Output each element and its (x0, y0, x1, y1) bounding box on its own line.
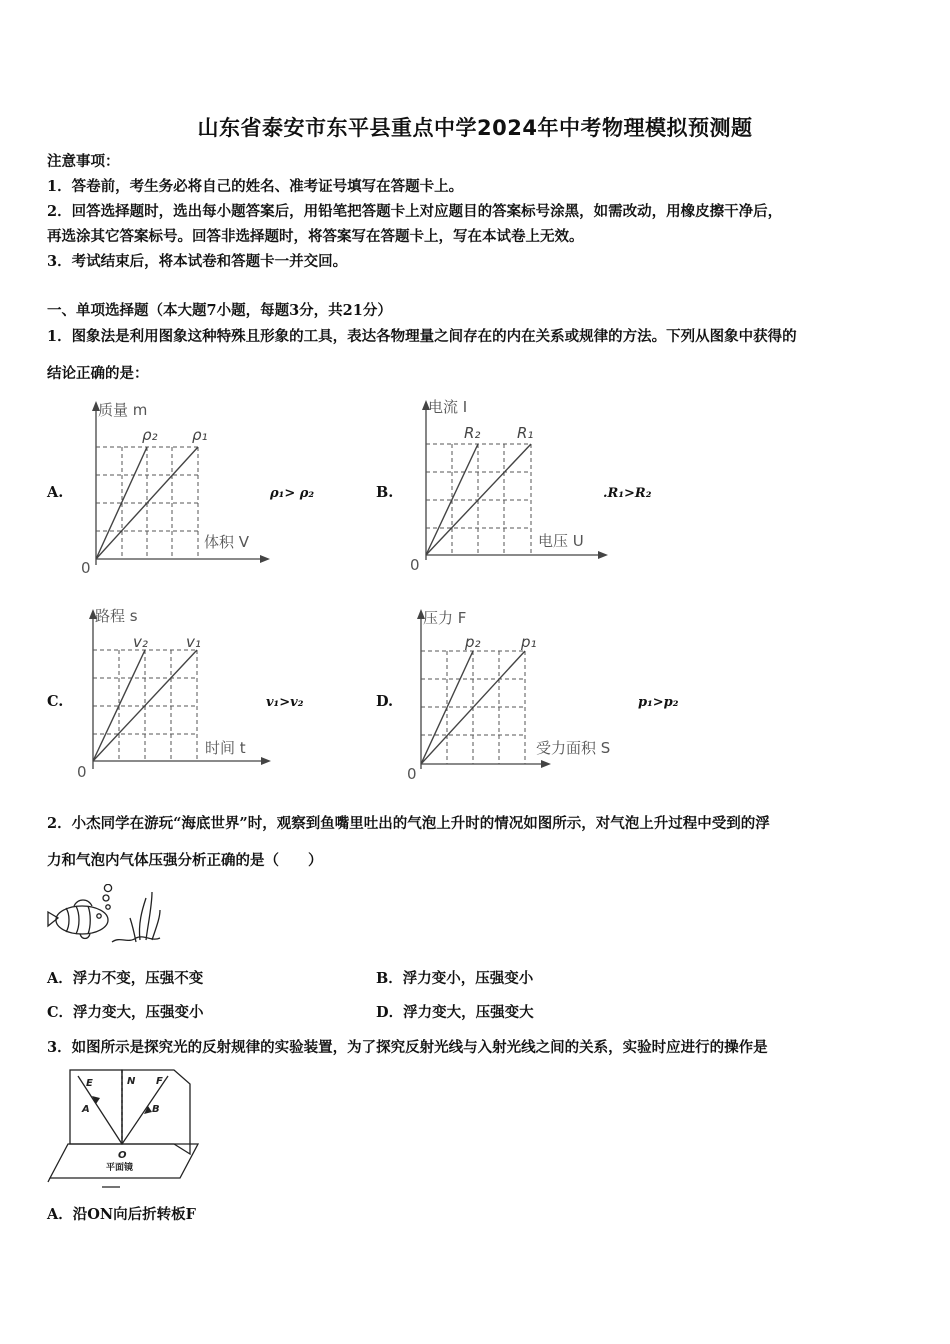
x-axis-arrow-icon (541, 760, 551, 768)
q3-reflection-figure (44, 1066, 204, 1190)
bubble-small-icon (106, 905, 110, 909)
x-axis-label: 受力面积 S (536, 739, 611, 757)
line-label-a: R₂ (464, 424, 481, 442)
line-label-a: p₂ (465, 633, 481, 651)
q2-option-d: D．浮力变大，压强变大 (376, 1004, 534, 1021)
fish-eye-icon (97, 914, 101, 918)
fish-lower-fin-icon (80, 934, 90, 939)
x-axis-arrow-icon (260, 555, 270, 563)
q2-option-b: B．浮力变小，压强变小 (376, 970, 534, 987)
q1-option-d-relation: p₁>p₂ (638, 695, 679, 710)
line-label-b: R₁ (517, 424, 534, 442)
q1-option-a-relation: ρ₁> ρ₂ (270, 486, 315, 501)
mirror-edge (48, 1178, 50, 1182)
q2-fish-figure (44, 884, 164, 950)
notice-item-3: 3．考试结束后，将本试卷和答题卡一并交回。 (47, 253, 348, 270)
x-axis-label: 体积 V (204, 533, 250, 551)
label-e: E (86, 1078, 93, 1089)
q2-stem-line1: 2．小杰同学在游玩“海底世界”时，观察到鱼嘴里吐出的气泡上升时的情况如图所示，对气泡上升过程中受到的浮 (47, 815, 770, 832)
q1-graph-a (76, 395, 276, 580)
q1-graph-c (75, 601, 275, 786)
notice-item-2-cont: 再选涂其它答案标号。回答非选择题时，将答案写在答题卡上，写在本试卷上无效。 (47, 228, 584, 245)
x-axis-label: 时间 t (205, 739, 246, 757)
y-axis-label: 电流 I (428, 398, 468, 416)
line-label-b: v₁ (186, 633, 201, 651)
label-b: B (152, 1104, 160, 1115)
label-o: O (118, 1150, 127, 1161)
q2-option-c: C．浮力变大，压强变小 (47, 1004, 204, 1021)
q1-graph-b (406, 392, 616, 577)
origin-label: 0 (81, 559, 91, 577)
q1-graph-d (403, 601, 648, 786)
origin-label: 0 (77, 763, 87, 781)
q1-option-c-relation: v₁>v₂ (266, 695, 304, 710)
q1-stem-line2: 结论正确的是： (47, 365, 149, 382)
seaweed-icon (130, 892, 160, 942)
label-a: A (82, 1104, 90, 1115)
fish-fin-icon (74, 900, 92, 906)
y-axis-label: 质量 m (98, 401, 148, 419)
q1-option-c-letter: C. (47, 693, 64, 710)
x-axis-label: 电压 U (538, 532, 584, 550)
line-label-a: ρ₂ (142, 426, 158, 444)
notice-item-1: 1．答卷前，考生务必将自己的姓名、准考证号填写在答题卡上。 (47, 178, 464, 195)
line-label-a: v₂ (133, 633, 148, 651)
x-axis-arrow-icon (598, 551, 608, 559)
q1-option-d-letter: D. (376, 693, 394, 710)
fish-stripes (66, 906, 90, 934)
q2-option-a: A．浮力不变，压强不变 (47, 970, 204, 987)
q1-option-a-letter: A. (47, 484, 64, 501)
page-title: 山东省泰安市东平县重点中学2024年中考物理模拟预测题 (197, 116, 753, 140)
y-axis-label: 路程 s (95, 607, 138, 625)
q3-stem: 3．如图所示是探究光的反射规律的实验装置，为了探究反射光线与入射光线之间的关系，实验时应进行的操作是 (47, 1039, 768, 1056)
q1-option-b-letter: B. (376, 484, 394, 501)
x-axis-arrow-icon (261, 757, 271, 765)
bubble-medium-icon (103, 895, 109, 901)
fish-body-icon (56, 906, 108, 934)
bubble-large-icon (104, 884, 111, 891)
label-mirror: 平面镜 (106, 1163, 134, 1173)
section-heading: 一、单项选择题（本大题7小题，每题3分，共21分） (47, 302, 392, 319)
q1-option-b-relation: .R₁>R₂ (603, 486, 652, 501)
label-n: N (127, 1076, 136, 1087)
y-axis-label: 压力 F (423, 609, 467, 627)
origin-label: 0 (407, 765, 417, 783)
q3-option-a: A．沿ON向后折转板F (47, 1206, 196, 1223)
notice-heading: 注意事项： (47, 153, 120, 170)
q2-stem-line2: 力和气泡内气体压强分析正确的是（ ） (47, 852, 323, 869)
line-label-b: ρ₁ (192, 426, 208, 444)
origin-label: 0 (410, 556, 420, 574)
line-label-b: p₁ (521, 633, 537, 651)
notice-item-2: 2．回答选择题时，选出每小题答案后，用铅笔把答题卡上对应题目的答案标号涂黑，如需改动，用橡皮擦干净后， (47, 203, 783, 220)
q1-stem-line1: 1．图象法是利用图象这种特殊且形象的工具，表达各物理量之间存在的内在关系或规律的方法。下列从图象中获得的 (47, 328, 797, 345)
label-f: F (156, 1076, 163, 1087)
